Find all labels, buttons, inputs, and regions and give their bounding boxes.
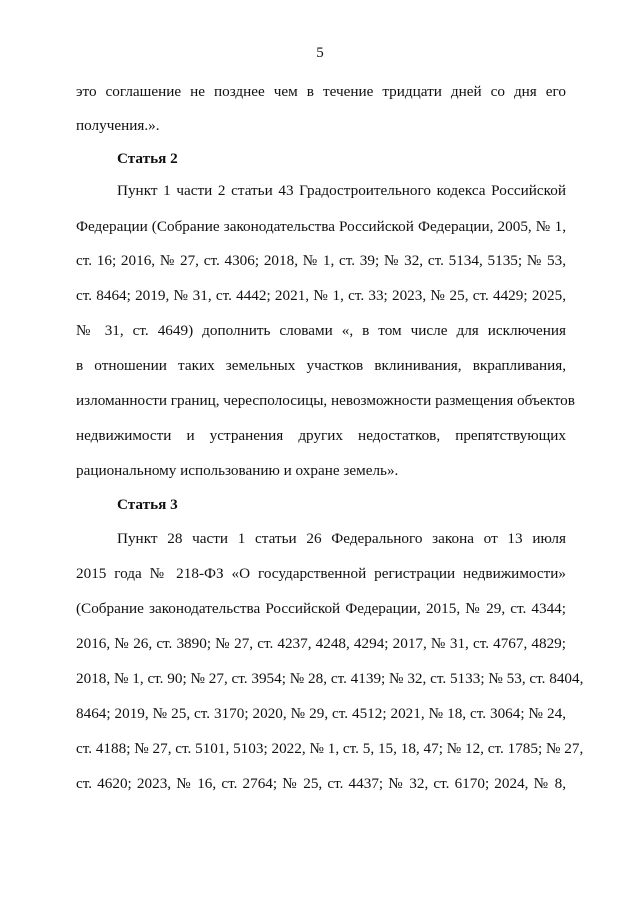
article-2-heading: Статья 2 [117, 150, 178, 167]
article-3-heading: Статья 3 [117, 496, 178, 513]
article-2-line-8: недвижимости и устранения других недостатков, препятствующих [76, 427, 566, 444]
article-2-line-1: Пункт 1 части 2 статьи 43 Градостроительного кодекса Российской [117, 182, 566, 199]
article-2-line-9: рациональному использованию и охране земель». [76, 462, 399, 479]
article-2-line-6: в отношении таких земельных участков вклинивания, вкрапливания, [76, 357, 566, 374]
article-3-line-6: 8464; 2019, № 25, ст. 3170; 2020, № 29, ст. 4512; 2021, № 18, ст. 3064; № 24, [76, 705, 566, 722]
intro-line-1: это соглашение не позднее чем в течение тридцати дней со дня его [76, 83, 566, 100]
article-2-line-3: ст. 16; 2016, № 27, ст. 4306; 2018, № 1, ст. 39; № 32, ст. 5134, 5135; № 53, [76, 252, 566, 269]
article-2-line-7: изломанности границ, чересполосицы, невозможности размещения объектов [76, 392, 575, 409]
article-3-line-7: ст. 4188; № 27, ст. 5101, 5103; 2022, № 1, ст. 5, 15, 18, 47; № 12, ст. 1785; № 27, [76, 740, 584, 757]
article-3-line-2: 2015 года № 218-ФЗ «О государственной регистрации недвижимости» [76, 565, 566, 582]
article-3-line-5: 2018, № 1, ст. 90; № 27, ст. 3954; № 28, ст. 4139; № 32, ст. 5133; № 53, ст. 8404, [76, 670, 584, 687]
article-2-line-5: № 31, ст. 4649) дополнить словами «, в том числе для исключения [76, 322, 566, 339]
page-number: 5 [316, 45, 324, 61]
article-3-line-3: (Собрание законодательства Российской Федерации, 2015, № 29, ст. 4344; [76, 600, 566, 617]
article-3-line-1: Пункт 28 части 1 статьи 26 Федерального закона от 13 июля [117, 530, 566, 547]
article-2-line-2: Федерации (Собрание законодательства Российской Федерации, 2005, № 1, [76, 218, 566, 235]
article-3-line-4: 2016, № 26, ст. 3890; № 27, ст. 4237, 4248, 4294; 2017, № 31, ст. 4767, 4829; [76, 635, 566, 652]
intro-line-2: получения.». [76, 117, 160, 134]
article-2-line-4: ст. 8464; 2019, № 31, ст. 4442; 2021, № 1, ст. 33; 2023, № 25, ст. 4429; 2025, [76, 287, 566, 304]
article-3-line-8: ст. 4620; 2023, № 16, ст. 2764; № 25, ст. 4437; № 32, ст. 6170; 2024, № 8, [76, 775, 566, 792]
